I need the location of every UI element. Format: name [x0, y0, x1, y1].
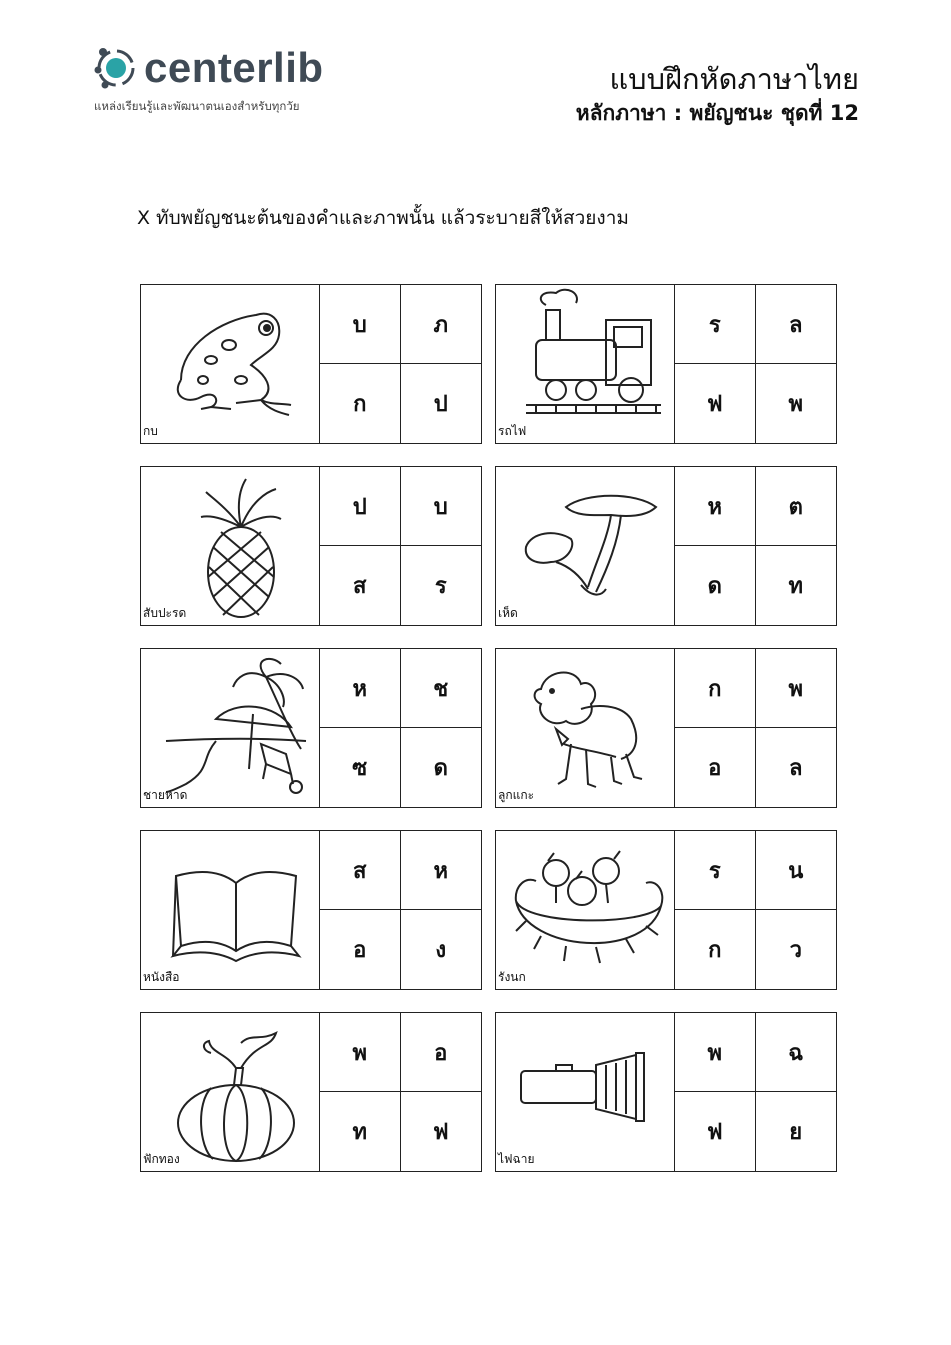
instruction-text: X ทับพยัญชนะต้นของคำและภาพนั้น แล้วระบายสีให้สวยงาม — [137, 207, 629, 229]
letter-choice[interactable]: อ — [675, 728, 756, 807]
picture-word: สับปะรด — [143, 606, 187, 620]
picture-word: ไฟฉาย — [498, 1152, 535, 1166]
logo-icon — [92, 44, 140, 92]
letter-choice[interactable]: ง — [435, 938, 447, 963]
letter-choices — [675, 1013, 836, 1171]
train-icon — [496, 285, 674, 443]
letter-choices — [675, 649, 836, 807]
picture-area — [496, 467, 675, 625]
letter-choice[interactable]: ต — [756, 467, 837, 546]
letter-choice[interactable]: ฟ — [432, 1120, 449, 1145]
book-icon — [141, 831, 319, 989]
flashlight-icon — [496, 1013, 674, 1171]
mushroom-icon — [496, 467, 674, 625]
letter-choice[interactable]: ล — [756, 285, 837, 364]
picture-area — [496, 831, 675, 989]
picture-area — [496, 285, 675, 443]
letter-choice[interactable]: บ — [320, 285, 401, 364]
picture-area — [141, 831, 320, 989]
letter-choice[interactable]: ก — [675, 910, 756, 989]
letter-choice[interactable]: ช — [401, 649, 482, 728]
letter-choice[interactable]: ก — [675, 649, 756, 728]
letter-choice[interactable]: ส — [320, 546, 401, 625]
letter-choice[interactable]: พ — [788, 392, 803, 417]
picture-word: รังนก — [498, 970, 526, 984]
picture-area — [141, 285, 320, 443]
exercise-card — [495, 1012, 837, 1172]
letter-choice[interactable]: ด — [433, 756, 448, 781]
page-subtitle: หลักภาษา : พยัญชนะ ชุดที่ 12 — [575, 101, 859, 125]
picture-area — [496, 1013, 675, 1171]
letter-choice[interactable]: ท — [788, 574, 803, 599]
letter-choice[interactable]: ป — [320, 467, 401, 546]
beach-icon — [141, 649, 319, 807]
picture-area — [141, 467, 320, 625]
picture-word: กบ — [143, 424, 158, 438]
logo — [92, 42, 352, 122]
logo-tagline: แหล่งเรียนรู้และพัฒนาตนเองสำหรับทุกวัย — [94, 99, 300, 113]
letter-choice[interactable]: ท — [320, 1092, 401, 1171]
picture-word: ชายหาด — [143, 788, 188, 802]
letter-choices — [320, 649, 481, 807]
picture-area — [141, 1013, 320, 1171]
letter-choice[interactable]: พ — [675, 1013, 756, 1092]
letter-choice[interactable]: ก — [320, 364, 401, 443]
picture-word: ลูกแกะ — [498, 788, 535, 802]
picture-area — [496, 649, 675, 807]
letter-choice[interactable]: ร — [675, 831, 756, 910]
letter-choice[interactable]: ห — [320, 649, 401, 728]
letter-choice[interactable]: ห — [675, 467, 756, 546]
letter-choice[interactable]: ย — [789, 1120, 803, 1145]
letter-choices — [320, 285, 481, 443]
letter-choice[interactable]: อ — [401, 1013, 482, 1092]
pumpkin-icon — [141, 1013, 319, 1171]
exercise-card — [495, 648, 837, 808]
picture-area — [141, 649, 320, 807]
exercise-card — [140, 830, 482, 990]
letter-choices — [320, 1013, 481, 1171]
frog-icon — [141, 285, 319, 443]
title-block — [576, 60, 859, 128]
exercise-card — [495, 466, 837, 626]
letter-choices — [320, 831, 481, 989]
letter-choice[interactable]: ป — [433, 392, 448, 417]
letter-choice[interactable]: ฟ — [675, 364, 756, 443]
letter-choice[interactable]: พ — [320, 1013, 401, 1092]
letter-choice[interactable]: บ — [401, 467, 482, 546]
letter-choices — [675, 831, 836, 989]
letter-choices — [675, 467, 836, 625]
letter-choice[interactable]: ร — [675, 285, 756, 364]
exercise-card — [495, 830, 837, 990]
letter-choice[interactable]: ร — [434, 574, 447, 599]
letter-choice[interactable]: พ — [756, 649, 837, 728]
letter-choice[interactable]: ซ — [320, 728, 401, 807]
letter-choice[interactable]: ด — [675, 546, 756, 625]
logo-wordmark: centerlib — [144, 44, 324, 91]
letter-choices — [320, 467, 481, 625]
lamb-icon — [496, 649, 674, 807]
exercise-card — [140, 466, 482, 626]
letter-choice[interactable]: ล — [789, 756, 803, 781]
letter-choice[interactable]: ว — [789, 938, 802, 963]
picture-word: ฟักทอง — [143, 1152, 180, 1166]
pineapple-icon — [141, 467, 319, 625]
letter-choice[interactable]: อ — [320, 910, 401, 989]
picture-word: หนังสือ — [143, 970, 180, 984]
exercise-card — [140, 284, 482, 444]
letter-choice[interactable]: ส — [320, 831, 401, 910]
letter-choice[interactable]: ฉ — [756, 1013, 837, 1092]
bird-nest-icon — [496, 831, 674, 989]
page-title: แบบฝึกหัดภาษาไทย — [609, 62, 859, 96]
exercise-card — [495, 284, 837, 444]
letter-choice[interactable]: ภ — [401, 285, 482, 364]
exercise-card — [140, 648, 482, 808]
letter-choices — [675, 285, 836, 443]
picture-word: เห็ด — [498, 606, 518, 620]
exercise-card — [140, 1012, 482, 1172]
letter-choice[interactable]: ฟ — [675, 1092, 756, 1171]
letter-choice[interactable]: น — [756, 831, 837, 910]
picture-word: รถไฟ — [498, 424, 527, 438]
letter-choice[interactable]: ห — [401, 831, 482, 910]
